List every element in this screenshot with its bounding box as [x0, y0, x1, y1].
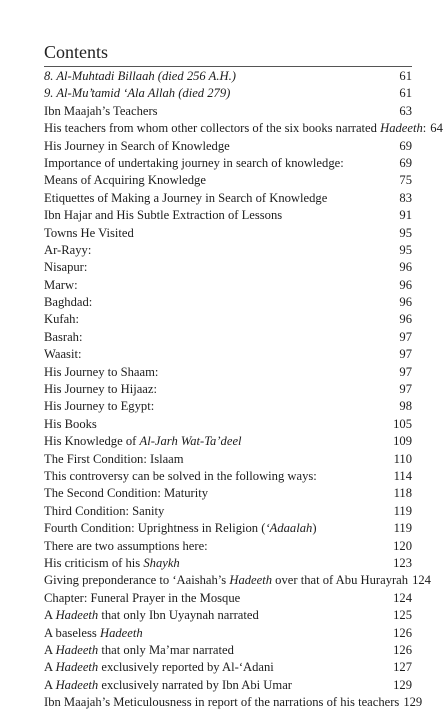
- toc-entry-title: Ar-Rayy:: [44, 242, 92, 257]
- table-of-contents: [44, 68, 443, 711]
- toc-entry-page-number: 64: [430, 121, 443, 136]
- toc-entry-title: His Knowledge of Al-Jarh Wat-Ta’deel: [44, 434, 242, 449]
- toc-entry-title: 9. Al-Mu’tamid ‘Ala Allah (died 279): [44, 86, 231, 101]
- toc-entry-title: A baseless Hadeeth: [44, 625, 143, 640]
- toc-entry-page-number: 97: [399, 382, 412, 397]
- header-divider: [44, 66, 412, 67]
- toc-entry-title: Giving preponderance to ‘Aaishah’s Hadeeth over that of Abu Hurayrah: [44, 573, 409, 588]
- toc-entry-page-number: 119: [393, 521, 412, 536]
- toc-entry-page-number: 61: [399, 69, 412, 83]
- toc-entry: [44, 398, 412, 415]
- toc-entry-title: His Journey to Shaam:: [44, 364, 159, 379]
- toc-entry-title: Fourth Condition: Uprightness in Religion (‘Adaalah): [44, 521, 317, 536]
- toc-entry-title: Etiquettes of Making a Journey in Search of Knowledge: [44, 190, 328, 205]
- toc-entry-page-number: 97: [399, 329, 412, 344]
- toc-entry-title: His Journey in Search of Knowledge: [44, 138, 230, 153]
- toc-entry: [44, 572, 431, 589]
- toc-entry-page-number: 119: [393, 503, 412, 518]
- toc-entry: [44, 381, 412, 398]
- toc-entry-page-number: 63: [399, 103, 412, 118]
- toc-entry-title: Nisapur:: [44, 260, 88, 275]
- toc-entry-title: Marw:: [44, 277, 78, 292]
- toc-entry-title: A Hadeeth that only Ibn Uyaynah narrated: [44, 608, 259, 623]
- toc-entry: [44, 555, 412, 572]
- toc-entry-title: The Second Condition: Maturity: [44, 486, 209, 501]
- toc-entry-page-number: 97: [399, 364, 412, 379]
- toc-entry-title: There are two assumptions here:: [44, 538, 208, 553]
- toc-entry: [44, 311, 412, 328]
- toc-entry-title: A Hadeeth that only Ma’mar narrated: [44, 642, 234, 657]
- toc-entry: [44, 694, 423, 711]
- toc-entry: [44, 207, 412, 224]
- toc-entry-page-number: 95: [399, 242, 412, 257]
- toc-entry: [44, 172, 412, 189]
- toc-entry-page-number: 69: [399, 155, 412, 170]
- toc-entry-page-number: 126: [393, 625, 412, 640]
- toc-entry: [44, 138, 412, 155]
- toc-entry-title: His Journey to Egypt:: [44, 399, 155, 414]
- toc-entry-page-number: 120: [393, 538, 412, 553]
- toc-entry: [44, 190, 412, 207]
- toc-entry-title: Basrah:: [44, 329, 83, 344]
- toc-entry-title: Chapter: Funeral Prayer in the Mosque: [44, 590, 241, 605]
- toc-entry-page-number: 91: [399, 208, 412, 223]
- toc-entry: [44, 277, 412, 294]
- toc-entry-page-number: 69: [399, 138, 412, 153]
- toc-entry-page-number: 75: [399, 173, 412, 188]
- toc-entry: [44, 590, 412, 607]
- toc-entry-page-number: 83: [399, 190, 412, 205]
- toc-entry-title: Third Condition: Sanity: [44, 503, 165, 518]
- toc-entry: [44, 538, 412, 555]
- toc-entry: [44, 485, 412, 502]
- toc-entry: [44, 503, 412, 520]
- toc-entry: [44, 68, 412, 85]
- toc-entry-title: The First Condition: Islaam: [44, 451, 184, 466]
- toc-entry: [44, 329, 412, 346]
- toc-entry-page-number: 61: [399, 86, 412, 101]
- toc-entry: [44, 468, 412, 485]
- toc-entry-page-number: 98: [399, 399, 412, 414]
- page-header: [44, 40, 412, 64]
- toc-entry-title: Ibn Maajah’s Meticulousness in report of the narrations of his teachers: [44, 695, 400, 710]
- toc-entry-page-number: 124: [393, 590, 412, 605]
- toc-entry: [44, 520, 412, 537]
- toc-entry-title: Kufah:: [44, 312, 79, 327]
- toc-entry-title: A Hadeeth exclusively reported by Al-‘Adani: [44, 660, 274, 675]
- toc-entry: [44, 85, 412, 102]
- toc-entry-page-number: 109: [393, 434, 412, 449]
- toc-entry-page-number: 96: [399, 260, 412, 275]
- toc-entry-title: Importance of undertaking journey in search of knowledge:: [44, 155, 344, 170]
- toc-entry: [44, 625, 412, 642]
- toc-entry-title: His Books: [44, 416, 97, 431]
- toc-entry-title: This controversy can be solved in the following ways:: [44, 468, 317, 483]
- toc-entry-page-number: 97: [399, 347, 412, 362]
- toc-entry: [44, 642, 412, 659]
- toc-entry: [44, 607, 412, 624]
- toc-entry: [44, 416, 412, 433]
- toc-entry-page-number: 96: [399, 312, 412, 327]
- toc-entry: [44, 433, 412, 450]
- toc-entry-title: His teachers from whom other collectors of the six books narrated Hadeeth:: [44, 121, 427, 136]
- toc-entry: [44, 294, 412, 311]
- toc-entry-page-number: 96: [399, 277, 412, 292]
- toc-entry-page-number: 127: [393, 660, 412, 675]
- page-title: Contents: [44, 42, 109, 62]
- toc-entry-title: 8. Al-Muhtadi Billaah (died 256 A.H.): [44, 69, 236, 83]
- toc-entry-page-number: 126: [393, 642, 412, 657]
- toc-entry: [44, 120, 443, 137]
- toc-entry-title: Ibn Maajah’s Teachers: [44, 103, 158, 118]
- toc-entry-page-number: 118: [393, 486, 412, 501]
- toc-entry: [44, 451, 412, 468]
- toc-entry-page-number: 95: [399, 225, 412, 240]
- toc-entry: [44, 346, 412, 363]
- toc-entry: [44, 242, 412, 259]
- toc-entry: [44, 155, 412, 172]
- toc-entry: [44, 259, 412, 276]
- toc-entry-title: His Journey to Hijaaz:: [44, 382, 157, 397]
- toc-entry-title: Ibn Hajar and His Subtle Extraction of Lessons: [44, 208, 283, 223]
- toc-entry-title: Means of Acquiring Knowledge: [44, 173, 206, 188]
- toc-entry-title: Baghdad:: [44, 295, 93, 310]
- toc-entry: [44, 364, 412, 381]
- toc-entry-page-number: 96: [399, 295, 412, 310]
- toc-entry-page-number: 124: [412, 573, 431, 588]
- toc-entry-title: His criticism of his Shaykh: [44, 555, 180, 570]
- toc-entry-page-number: 129: [403, 695, 423, 710]
- toc-entry-page-number: 123: [393, 555, 412, 570]
- toc-entry-title: Waasit:: [44, 347, 82, 362]
- toc-entry-page-number: 110: [393, 451, 412, 466]
- toc-entry-title: A Hadeeth exclusively narrated by Ibn Abi Umar: [44, 677, 292, 692]
- toc-entry-title: Towns He Visited: [44, 225, 134, 240]
- toc-entry-page-number: 125: [393, 608, 412, 623]
- toc-entry-page-number: 129: [393, 677, 412, 692]
- toc-entry: [44, 677, 412, 694]
- toc-entry-page-number: 114: [393, 468, 412, 483]
- toc-entry: [44, 659, 412, 676]
- toc-entry-page-number: 105: [393, 416, 412, 431]
- toc-entry: [44, 225, 412, 242]
- toc-entry: [44, 103, 412, 120]
